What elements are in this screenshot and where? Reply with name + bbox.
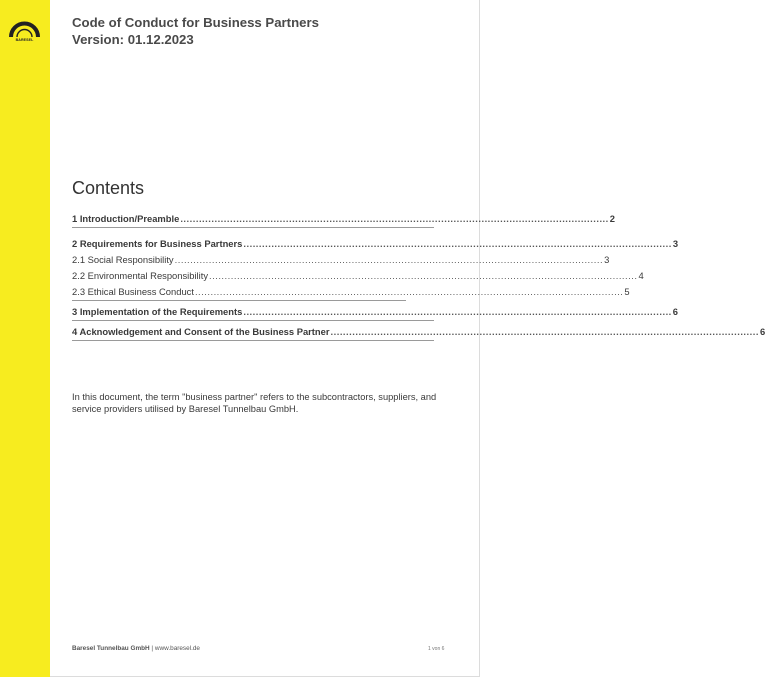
toc-entry[interactable]	[72, 324, 765, 341]
toc-entry-label: 2.1 Social Responsibility	[72, 254, 174, 265]
toc-entry-label: 4 Acknowledgement and Consent of the Business Partner	[72, 326, 330, 337]
toc-entry-page: 5	[624, 286, 630, 297]
toc-entry[interactable]	[72, 304, 679, 321]
toc-entry[interactable]	[72, 284, 630, 301]
toc-entry[interactable]	[72, 252, 610, 268]
toc-entry-label: 2.3 Ethical Business Conduct	[72, 286, 194, 297]
toc-dot-leader: ..........................................................................................................................................	[209, 270, 638, 281]
toc-entry-label: 2.2 Environmental Responsibility	[72, 270, 209, 281]
toc-entry[interactable]	[72, 236, 679, 252]
footer	[72, 645, 200, 652]
toc-entry-page: 3	[604, 254, 610, 265]
toc-entry[interactable]	[72, 268, 644, 284]
toc-entry-page: 4	[638, 270, 644, 281]
footer-website[interactable]: www.baresel.de	[154, 645, 200, 652]
toc-entry-page: 2	[609, 213, 615, 224]
toc-entry-label: 3 Implementation of the Requirements	[72, 306, 243, 317]
toc-dot-leader: ..........................................................................................................................................	[194, 286, 624, 297]
footer-separator: |	[149, 645, 155, 652]
toc-dot-leader: ..........................................................................................................................................	[174, 254, 604, 265]
toc-dot-leader: ..........................................................................................................................................	[243, 306, 672, 317]
toc-entry-label: 2 Requirements for Business Partners	[72, 238, 243, 249]
toc-dot-leader: ..........................................................................................................................................	[180, 213, 609, 224]
toc-dot-leader: ..........................................................................................................................................	[243, 238, 672, 249]
toc-entry-page: 3	[672, 238, 679, 249]
document-version: Version: 01.12.2023	[72, 32, 194, 47]
document-title: Code of Conduct for Business Partners	[72, 15, 319, 30]
toc-entry-page: 6	[759, 326, 765, 337]
contents-heading: Contents	[72, 178, 145, 198]
page-indicator: 1 von 6	[428, 646, 445, 652]
toc-entry-label: 1 Introduction/Preamble	[72, 213, 180, 224]
footer-company: Baresel Tunnelbau GmbH	[72, 645, 150, 652]
table-of-contents	[72, 211, 765, 341]
baresel-logo	[8, 18, 41, 44]
toc-entry[interactable]	[72, 211, 615, 228]
logo-text: BARESEL	[15, 38, 34, 42]
toc-entry-page: 6	[672, 306, 679, 317]
brand-band	[0, 0, 50, 677]
toc-dot-leader: ..........................................................................................................................................	[330, 326, 759, 337]
intro-paragraph: In this document, the term "business partner" refers to the subcontractors, suppliers, and service providers utilised by Baresel Tunnelbau GmbH.	[72, 392, 437, 414]
